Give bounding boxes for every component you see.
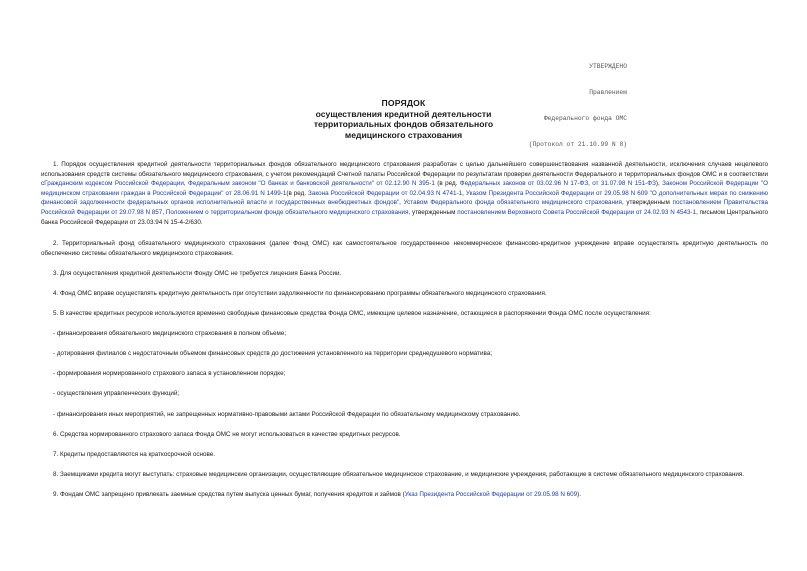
paragraph-9: [41, 490, 768, 500]
link-resolution-4543[interactable]: постановлением Верховного Совета Российской Федерации от 24.02.93 N 4543-1: [457, 208, 697, 216]
link-decree-609-p9[interactable]: Указ Президента Российской Федерации от 29.05.98 N 609: [404, 490, 578, 498]
p1-text-h: ,: [399, 199, 404, 207]
document-title: [0, 98, 807, 140]
approval-line-1: УТВЕРЖДЕНО: [589, 63, 627, 71]
link-151fz[interactable]: от 31.07.98 N 151-ФЗ: [592, 180, 656, 188]
p9-text-b: ).: [577, 490, 582, 498]
paragraph-1: [41, 160, 768, 227]
link-law-4741[interactable]: Закона Российской Федерации от 02.04.93 N 4741-1: [308, 189, 463, 197]
approval-line-4: (Протокол от 21.10.99 N 8): [528, 140, 627, 148]
link-resolution-857[interactable]: постановлением Правительства Российской Федерации от 29.07.98 N 857: [41, 199, 768, 216]
title-line-3: территориальных фондов обязательного: [313, 119, 494, 129]
link-regulation-tfoms[interactable]: Положением о территориальном фонде обязательного медицинского страхования: [165, 208, 409, 216]
link-banks-law[interactable]: Федеральным законом "О банках и банковской деятельности" от 02.12.90 N 395-1: [188, 180, 435, 188]
link-charter-ffoms[interactable]: Уставом Федерального фонда обязательного медицинского страхования: [403, 199, 622, 207]
p1-text-c: (в ред.: [434, 180, 460, 188]
title-line-1: ПОРЯДОК: [381, 98, 426, 108]
p1-text-i: , утвержденным: [621, 199, 673, 207]
paragraph-3: 3. Для осуществления кредитной деятельности Фонду ОМС не требуется лицензия Банка России.: [53, 269, 342, 277]
title-line-2: осуществления кредитной деятельности: [315, 108, 492, 119]
p1-text-f: (в ред.: [286, 189, 309, 197]
approval-line-3: Федерального фонда ОМС: [543, 114, 627, 122]
paragraph-8: 8. Заемщиками кредита могут выступать: страховые медицинские организации, осуществляющие обязательное медицинское страхование, и медицинские учреждения, работающие в системе обязательного медицинского страхования.: [53, 470, 745, 478]
document-body: [41, 160, 768, 499]
list-item: - дотирования филиалов с недостаточным объемом финансовых средств до достижения установленного на территории среднедушевого норматива;: [53, 350, 493, 358]
link-civil-code[interactable]: Гражданским кодексом Российской Федерации: [44, 180, 184, 188]
paragraph-4: 4. Фонд ОМС вправе осуществлять кредитную деятельность при отсутствии задолженности по финансированию программы обязательного медицинского страхования.: [53, 289, 547, 297]
paragraph-6: 6. Средства нормированного страхового запаса Фонда ОМС не могут использоваться в качестве кредитных ресурсов.: [53, 430, 401, 438]
link-federal-laws-17fz[interactable]: Федеральных законов от 03.02.96 N 17-ФЗ: [459, 180, 589, 188]
p1-text-b: ,: [183, 180, 189, 188]
list-item: - финансирования иных мероприятий, не запрещенных нормативно-правовыми актами Российской Федерации по обязательному медицинскому страхованию.: [53, 410, 521, 418]
paragraph-2: 2. Территориальный фонд обязательного медицинского страхования (далее Фонд ОМС) как самостоятельное государственное некоммерческое финансово-кредитное учреждение вправе осуществлять кредитную деятельность по обеспечению системы обязательного медицинского страхования.: [41, 240, 768, 257]
list-item: - осуществления управленческих функций;: [53, 390, 180, 398]
p1-text-k: , утвержденным: [408, 208, 458, 216]
list-item: - финансирования обязательного медицинского страхования в полном объеме;: [53, 330, 287, 338]
approval-line-2: Правлением: [589, 88, 627, 96]
p1-text-l: , письмом Центрального банка Российской Федерации от 23.03.94 N 15-4-2/630.: [41, 208, 769, 226]
p1-text-j: ,: [162, 208, 166, 216]
link-medical-insurance-law[interactable]: Законом Российской Федерации "О медицинском страховании граждан в Российской Федерации" от 28.06.91 N 1499-1: [41, 180, 769, 197]
paragraph-7: 7. Кредиты предоставляются на краткосрочной основе.: [53, 450, 216, 458]
p1-text-a: 1. Порядок осуществления кредитной деятельности территориальных фондов обязательного медицинского страхования разработан с целью дальнейшего совершенствования названной деятельности, исключения случаев нецелевого использования средств системы обязательного медицинского страхования, с учетом рекомендаций Счетной палаты Российской Федерации по результатам проверки деятельности Федерального и территориальных фондов ОМС и в соответствии с: [41, 161, 768, 188]
title-line-4: медицинского страхования: [344, 129, 463, 140]
p1-text-e: ),: [655, 180, 663, 188]
link-decree-609[interactable]: Указом Президента Российской Федерации от 29.05.98 N 609 "О дополнительных мерах по снижению финансовой задолженности федеральных органов исполнительной власти и государственных внебюджетных фондов": [41, 189, 769, 207]
paragraph-5: 5. В качестве кредитных ресурсов используются временно свободные финансовые средства Фонда ОМС, имеющие целевое назначение, остающиеся в распоряжении Фонда ОМС после осуществления:: [53, 310, 651, 318]
p1-text-d: ,: [588, 180, 593, 188]
p1-text-g: ,: [462, 189, 466, 197]
p9-text-a: 9. Фондам ОМС запрещено привлекать заемные средства путем выпуска ценных бумаг, получения кредитов и займов (: [53, 490, 405, 498]
list-item: - формирования нормированного страхового запаса в установленном порядке;: [53, 370, 286, 378]
